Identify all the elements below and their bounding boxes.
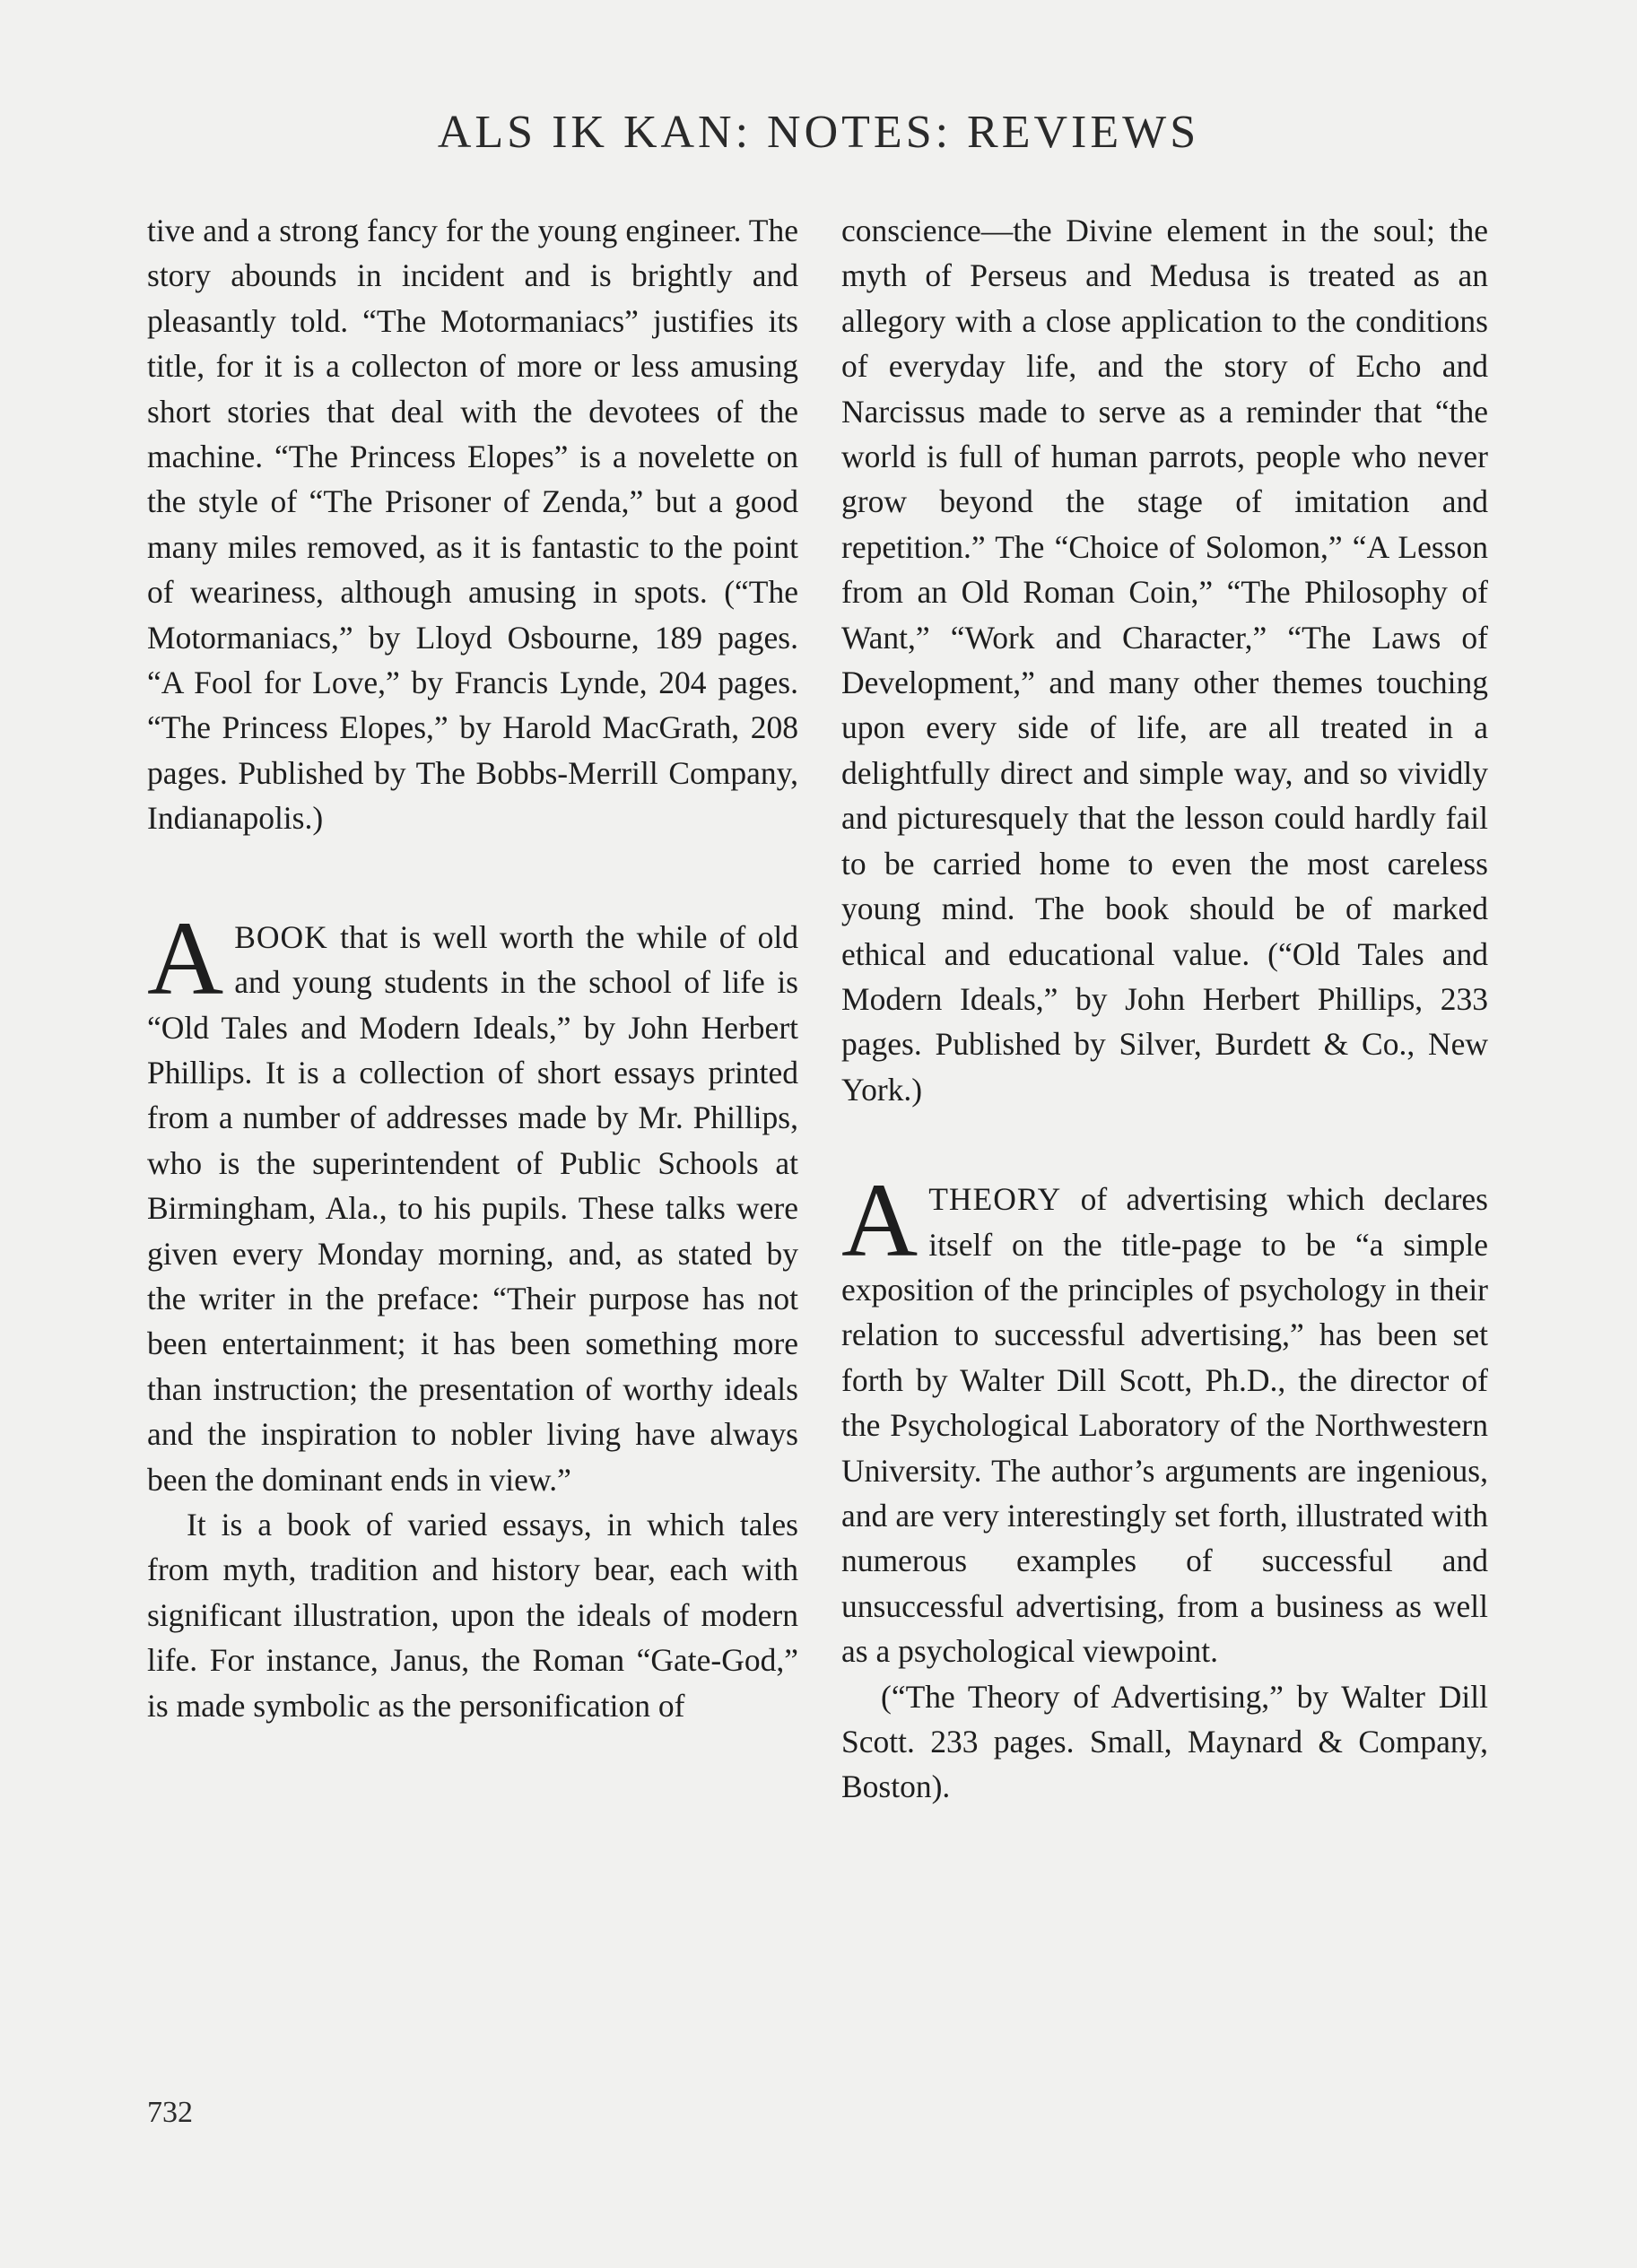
lead-word: THEORY: [928, 1181, 1062, 1218]
paragraph-text: that is well worth the while of old and young students in the school of life is “Old Tales and Modern Ideals,” by John Herbert Phillips. It is a collection of short essays printed from a number of addresses made by Mr. Phillips, who is the superintendent of Public Schools at Birmingham, Ala., to his pupils. These talks were given every Monday morning, and, as stated by the writer in the preface: “Their purpose has not been entertainment; it has been something more than instruction; the presentation of worthy ideals and the inspiration to nobler living have always been the dominant ends in view.”: [147, 918, 798, 1498]
right-column: [841, 208, 1488, 1810]
drop-cap: A: [841, 1161, 919, 1280]
lead-word: BOOK: [234, 918, 328, 955]
paragraph-text: of advertising which declares itself on the title-page to be “a simple exposition of the principles of psychology in their relation to successful advertising,” has been set forth by Walter Dill Scott, Ph.D., the director of the Psychological Laboratory of the Northwestern University. The author’s arguments are ingenious, and are very interestingly set forth, illustrated with numerous examples of successful and unsuccessful advertising, from a business as well as a psychological viewpoint.: [841, 1181, 1488, 1670]
right-paragraph-2: [841, 1161, 1488, 1673]
drop-cap: A: [147, 899, 224, 1017]
left-paragraph-2: [147, 899, 798, 1502]
paragraph-spacer: [841, 1112, 1488, 1177]
left-column: [147, 208, 798, 1728]
right-paragraph-1: conscience—the Divine element in the soul; the myth of Perseus and Medusa is treated as an allegory with a close application to the conditions of everyday life, and the story of Echo and Narcissus made to serve as a reminder that “the world is full of human parrots, people who never grow beyond the stage of imitation and repetition.” The “Choice of Solomon,” “A Lesson from an Old Roman Coin,” “The Philosophy of Want,” “Work and Character,” “The Laws of Development,” and many other themes touching upon every side of life, are all treated in a delightfully direct and simple way, and so vividly and picturesquely that the lesson could hardly fail to be carried home to even the most careless young mind. The book should be of marked ethical and educational value. (“Old Tales and Modern Ideals,” by John Herbert Phillips, 233 pages. Published by Silver, Burdett & Co., New York.): [841, 213, 1488, 1108]
right-paragraph-3: (“The Theory of Advertising,” by Walter Dill Scott. 233 pages. Small, Maynard & Company, Boston).: [841, 1678, 1488, 1805]
left-paragraph-1: tive and a strong fancy for the young engineer. The story abounds in incident and is brightly and pleasantly told. “The Motormaniacs” justifies its title, for it is a collecton of more or less amusing short stories that deal with the devotees of the machine. “The Princess Elopes” is a novelette on the style of “The Prisoner of Zenda,” but a good many miles removed, as it is fantastic to the point of weariness, although amusing in spots. (“The Motormaniacs,” by Lloyd Osbourne, 189 pages. “A Fool for Love,” by Francis Lynde, 204 pages. “The Princess Elopes,” by Harold MacGrath, 208 pages. Published by The Bobbs-Merrill Company, Indianapolis.): [147, 213, 798, 837]
running-head: ALS IK KAN: NOTES: REVIEWS: [437, 107, 1200, 158]
paragraph-spacer: [147, 841, 798, 915]
page-number: 732: [147, 2096, 193, 2129]
left-paragraph-3: It is a book of varied essays, in which tales from myth, tradition and history bear, each with significant illustration, upon the ideals of modern life. For instance, Janus, the Roman “Gate-God,” is made symbolic as the personification of: [147, 1506, 798, 1724]
